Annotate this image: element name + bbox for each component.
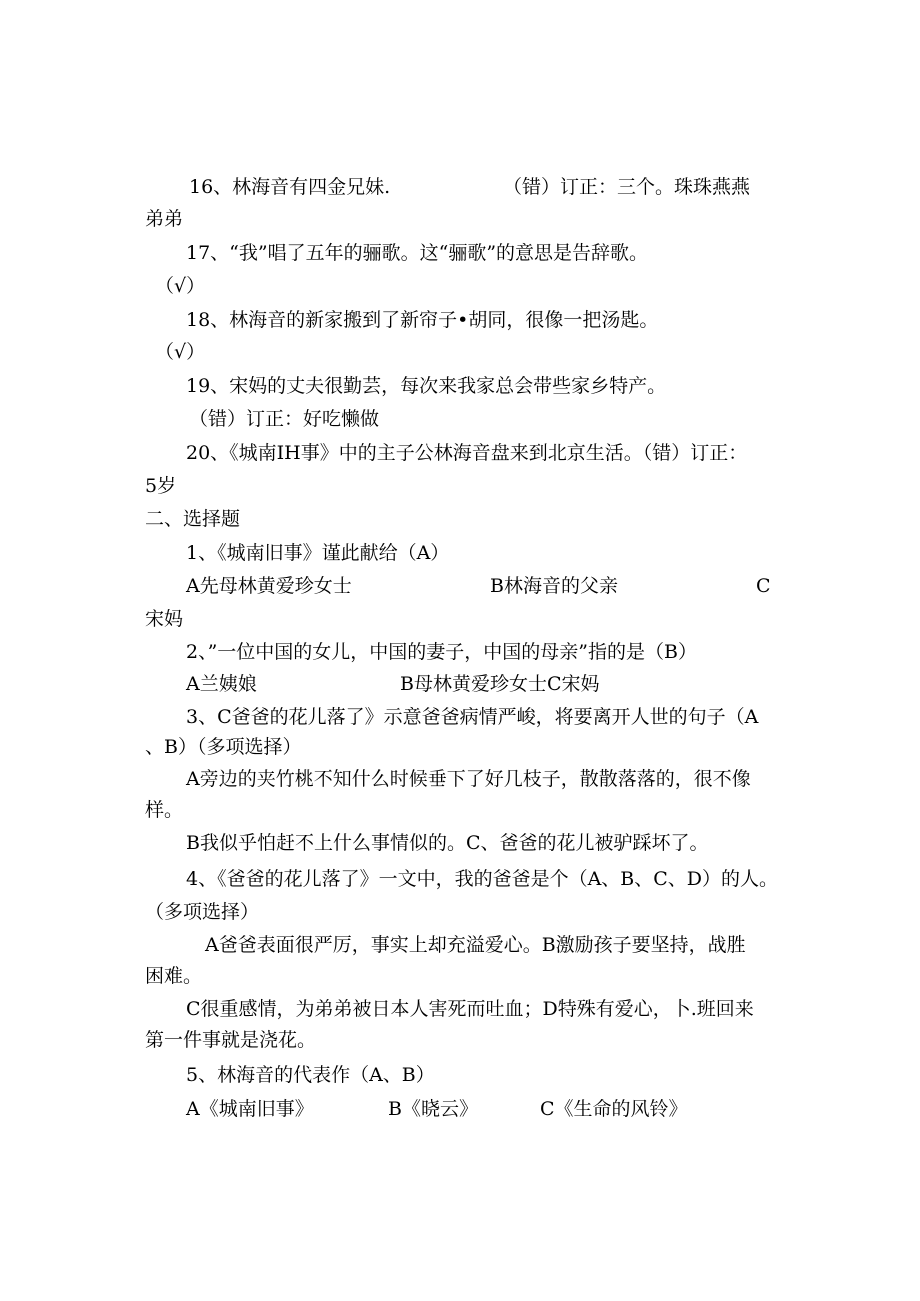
choice2-options-bc: B母林黄爱珍女士C宋妈 [400,673,600,695]
q16-answer: （错）订正：三个。珠珠燕燕 [503,176,751,198]
q18-text: 18、林海音的新家搬到了新帘子•胡同，很像一把汤匙。 [186,309,659,331]
q20-continuation: 5岁 [145,475,177,497]
choice4-options-ab: A爸爸表面很严厉，事实上却充溢爱心。B激励孩子要坚持，战胜 [205,934,746,956]
choice5-option-b: B《晓云》 [388,1098,478,1120]
choice3-options-bc: B我似乎怕赶不上什么事情似的。C、爸爸的花儿被驴踩坏了。 [186,832,709,854]
choice5-option-a: A《城南旧事》 [186,1098,314,1120]
choice4-options-ab-continuation: 困难。 [145,965,203,987]
choice3-question-continuation: 、B）（多项选择） [145,736,302,758]
choice4-question-continuation: （多项选择） [145,901,260,923]
choice4-options-cd: C很重感情，为弟弟被日本人害死而吐血；D特殊有爱心，卜.班回来 [186,998,754,1020]
choice4-question: 4、《爸爸的花儿落了》一文中，我的爸爸是个（A、B、C、D）的人。 [186,868,779,890]
q16-continuation: 弟弟 [145,208,184,230]
choice1-option-b: B林海音的父亲 [490,575,618,597]
choice3-question: 3、C爸爸的花儿落了》示意爸爸病情严峻，将要离开人世的句子（A [186,706,759,728]
q19-text: 19、宋妈的丈夫很勤芸，每次来我家总会带些家乡特产。 [186,375,667,397]
q20-text: 20、《城南IH事》中的主子公林海音盘来到北京生活。（错）订正： [186,442,748,464]
choice1-option-c: C [756,575,771,597]
q19-answer: （错）订正：好吃懒做 [189,408,380,430]
choice1-question: 1、《城南旧事》谨此献给（A） [186,542,450,564]
q17-answer: （√） [155,275,206,297]
choice3-option-a-continuation: 样。 [145,799,184,821]
choice1-option-a: A先母林黄爱珍女士 [186,575,352,597]
choice2-option-a: A兰姨娘 [186,673,257,695]
choice4-options-cd-continuation: 第一件事就是浇花。 [145,1029,317,1051]
choice3-option-a: A旁边的夹竹桃不知什么时候垂下了好几枝子，散散落落的，很不像 [186,768,751,790]
choice5-question: 5、林海音的代表作（A、B） [186,1064,435,1086]
q16-text: 16、林海音有四金兄妹. [189,176,391,198]
q17-text: 17、“我”唱了五年的骊歌。这“骊歌”的意思是告辞歌。 [186,242,649,264]
choice5-option-c: C《生命的风铃》 [540,1098,688,1120]
choice1-option-c-continuation: 宋妈 [145,608,184,630]
q18-answer: （√） [155,341,206,363]
section-title: 二、选择题 [145,508,241,530]
choice2-question: 2、”一位中国的女儿，中国的妻子，中国的母亲”指的是（B） [186,641,697,663]
